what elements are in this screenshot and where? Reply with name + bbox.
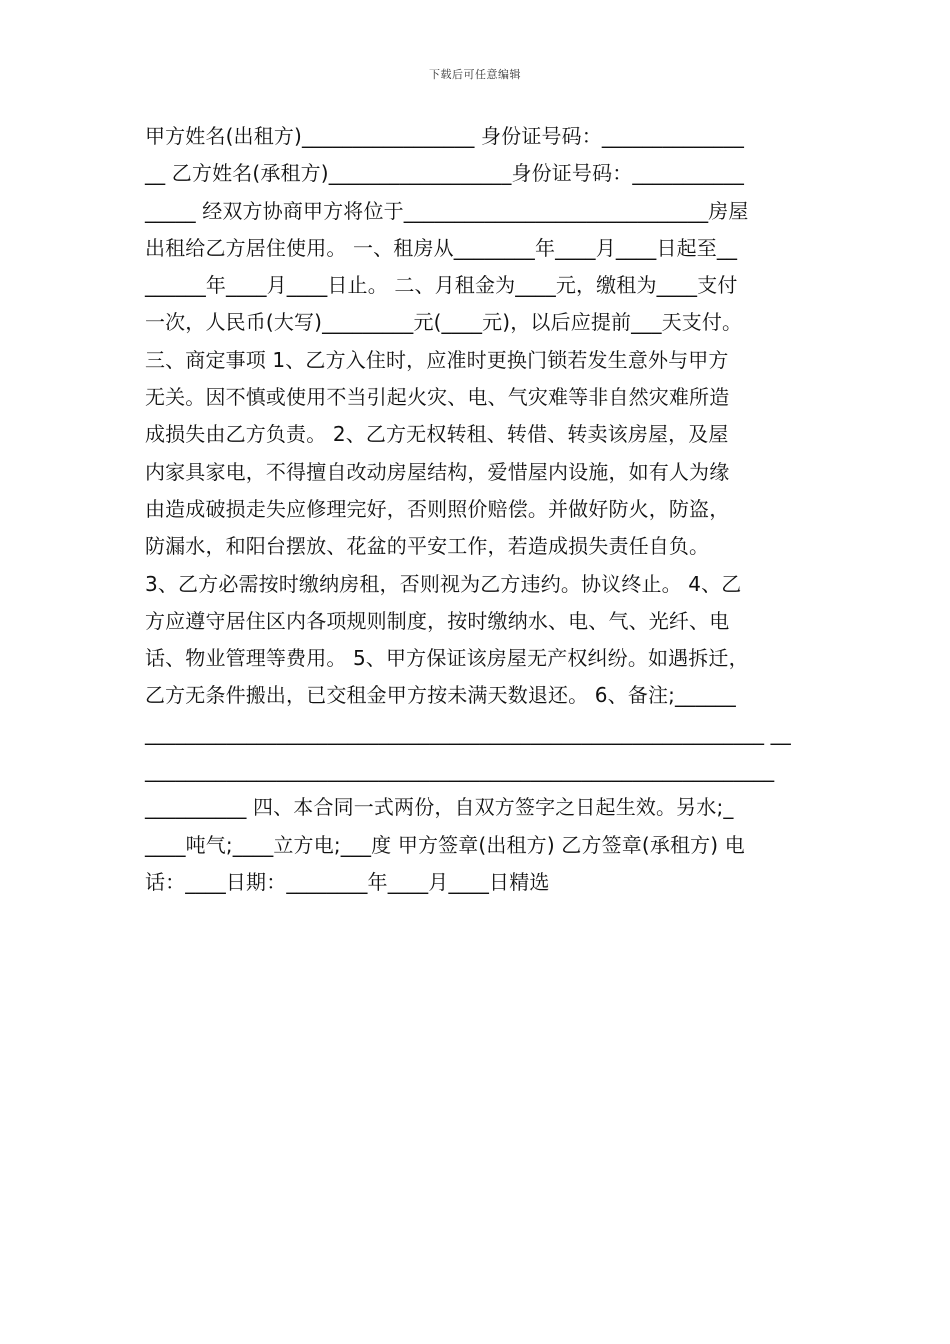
contract-line-9: 成损失由乙方负责。 2、乙方无权转租、转借、转卖该房屋，及屋 — [145, 422, 729, 447]
contract-line-21: 话：____日期：________年____月____日精选 — [145, 869, 550, 894]
contract-line-3: _____ 经双方协商甲方将位于______________________________房屋 — [145, 198, 749, 223]
contract-line-12: 防漏水，和阳台摆放、花盆的平安工作，若造成损失责任自负。 — [145, 534, 710, 559]
contract-line-18: ______________________________________________________________ — [145, 758, 775, 783]
contract-line-7: 三、商定事项 1、乙方入住时，应准时更换门锁若发生意外与甲方 — [145, 347, 729, 372]
contract-line-10: 内家具家电，不得擅自改动房屋结构，爱惜屋内设施，如有人为缘 — [145, 459, 730, 484]
contract-line-5: ______年____月____日止。 二、月租金为____元，缴租为____支付 — [145, 273, 738, 298]
contract-line-20: ____吨气;____立方电;___度 甲方签章(出租方) 乙方签章(承租方) 电 — [145, 832, 745, 857]
contract-line-2: __ 乙方姓名(承租方)__________________身份证号码：___________ — [145, 161, 745, 186]
contract-line-19: __________ 四、本合同一式两份，自双方签字之日起生效。另水;_ — [145, 795, 734, 820]
contract-line-8: 无关。因不慎或使用不当引起火灾、电、气灾难等非自然灾难所造 — [145, 385, 730, 410]
contract-line-13: 3、乙方必需按时缴纳房租，否则视为乙方违约。协议终止。 4、乙 — [145, 571, 742, 596]
contract-line-6: 一次，人民币(大写)_________元(____元)，以后应提前___天支付。 — [145, 310, 743, 335]
contract-line-4: 出租给乙方居住使用。 一、租房从________年____月____日起至__ — [145, 235, 738, 260]
contract-line-16: 乙方无条件搬出，已交租金甲方按未满天数退还。 6、备注;______ — [145, 683, 736, 708]
contract-line-15: 话、物业管理等费用。 5、甲方保证该房屋无产权纠纷。如遇拆迁， — [145, 646, 749, 671]
contract-body — [145, 118, 820, 901]
contract-line-17: _____________________________________________________________ __ — [145, 720, 791, 745]
contract-line-14: 方应遵守居住区内各项规则制度，按时缴纳水、电、气、光纤、电 — [145, 608, 730, 633]
contract-line-11: 由造成破损走失应修理完好，否则照价赔偿。并做好防火，防盗， — [145, 496, 730, 521]
contract-line-1: 甲方姓名(出租方)_________________ 身份证号码：______________ — [145, 124, 745, 148]
page-header-note: 下载后可任意编辑 — [429, 68, 521, 81]
